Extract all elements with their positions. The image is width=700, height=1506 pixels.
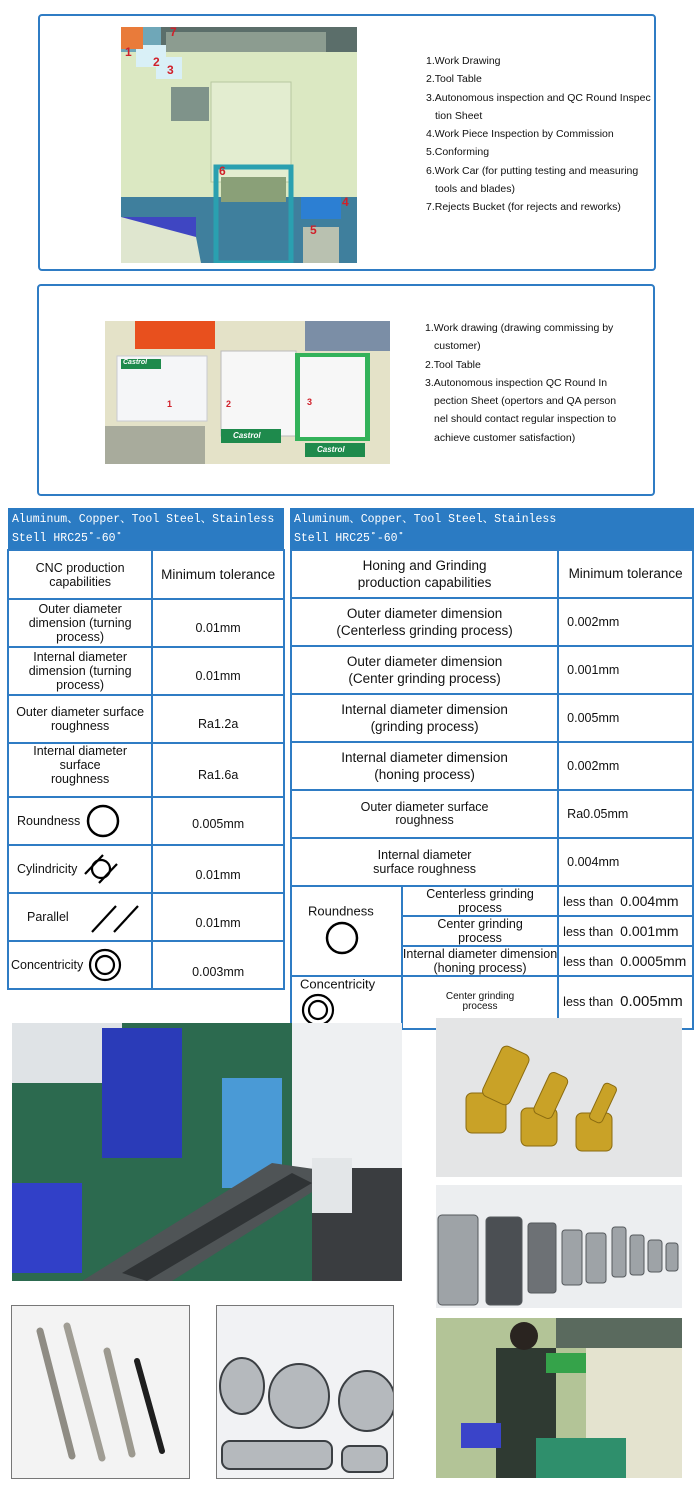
parallel-icon: [86, 900, 146, 934]
tolerance-value: 0.01mm: [152, 647, 284, 695]
tolerance-value: Ra1.6a: [152, 743, 284, 797]
capability-label: Internal diameter dimension: [341, 702, 508, 717]
process-label: process: [462, 1001, 498, 1013]
tolerance-value: 0.005mm: [152, 797, 284, 845]
process-label: (honing process): [433, 961, 527, 975]
tolerance-value: 0.01mm: [152, 845, 284, 893]
tolerance-value: 0.001mm: [620, 922, 679, 939]
marker-4: 4: [342, 195, 349, 209]
legend-item-continuation: pection Sheet (opertors and QA person: [434, 395, 617, 408]
table-row: [8, 599, 284, 647]
column-header-capability: Honing and Grinding production capabilities: [291, 550, 558, 598]
table-row: [291, 742, 693, 790]
table-row: [8, 695, 284, 743]
process-label: Center grinding: [445, 990, 515, 1002]
operator-photo: [436, 1318, 682, 1478]
shafts-illustration: [12, 1306, 190, 1479]
legend-item: 7.Rejects Bucket (for rejects and reworks): [426, 201, 621, 214]
less-than-label: less than: [563, 894, 614, 909]
concentricity-icon: [87, 947, 123, 983]
marker-3: 3: [307, 397, 313, 407]
tolerance-value: Ra0.05mm: [558, 790, 693, 838]
grind-table-header: [290, 508, 694, 550]
concentricity-label: Concentricity: [300, 976, 376, 992]
castrol-label: Castrol: [233, 431, 261, 440]
capability-process: (honing process): [374, 767, 475, 782]
clipboards-illustration: [105, 321, 390, 464]
less-than-label: less than: [563, 995, 614, 1010]
capability-label: Outer diameter surface: [360, 800, 489, 814]
capability-label: Outer diameter dimension: [346, 654, 503, 669]
tolerance-value: 0.004mm: [620, 892, 679, 909]
legend-item: 6.Work Car (for putting testing and measuring: [426, 164, 639, 177]
cnc-capability-table: [7, 549, 285, 990]
workstation-panel: [38, 14, 656, 271]
capability-label: Outer diameter surface roughness: [8, 695, 152, 743]
roundness-label: Roundness: [308, 903, 374, 919]
legend-item: 1.Work drawing (drawing commissing by: [425, 322, 614, 334]
marker-5: 5: [310, 223, 317, 237]
castrol-label: Castrol: [123, 359, 148, 366]
table-row: [291, 646, 693, 694]
capability-label: Roundness: [17, 814, 81, 828]
table-row: [291, 790, 693, 838]
less-than-label: less than: [563, 924, 614, 939]
table-row: [8, 941, 284, 989]
legend-item: 3.Autonomous inspection and QC Round Inspec: [426, 91, 651, 104]
cnc-material-line1: Aluminum、Copper、Tool Steel、Stainless: [12, 513, 275, 526]
capability-label: Internal diameter dimension: [341, 750, 508, 765]
capability-label: Outer diameter dimension (turning process): [8, 599, 152, 647]
brass-parts-photo: [436, 1018, 682, 1177]
table-row: [8, 893, 284, 941]
legend-item: 3.Autonomous inspection QC Round In: [425, 376, 608, 389]
tolerance-value: 0.003mm: [152, 941, 284, 989]
capability-label: Parallel: [27, 910, 69, 924]
tolerance-value: 0.002mm: [558, 598, 693, 646]
column-header-capability: CNC production capabilities: [8, 550, 152, 599]
table-row: [291, 694, 693, 742]
legend-item: 5.Conforming: [426, 146, 490, 159]
table-header-row: [8, 550, 284, 599]
capability-label: Internal diameter dimension (turning process): [8, 647, 152, 695]
capability-process: (Centerless grinding process): [336, 623, 513, 638]
clipboard-photo: [105, 321, 390, 464]
marker-1: 1: [167, 399, 173, 409]
column-header-tolerance: Minimum tolerance: [152, 550, 284, 599]
shafts-photo: [11, 1305, 190, 1479]
cylindricity-icon: [81, 852, 121, 886]
tolerance-value: 0.01mm: [152, 893, 284, 941]
process-label: Center grinding: [437, 917, 523, 931]
marker-1: 1: [125, 45, 132, 59]
capability-process: (grinding process): [370, 719, 479, 734]
legend-item-continuation: tools and blades): [435, 183, 515, 196]
tolerance-value: 0.002mm: [558, 742, 693, 790]
marker-6: 6: [219, 164, 226, 178]
steel-sleeves-illustration: [217, 1306, 394, 1479]
grind-material-line1: Aluminum、Copper、Tool Steel、Stainless: [294, 513, 557, 526]
table-row: [8, 743, 284, 797]
clipboard-panel: [37, 284, 655, 496]
capability-process: (Center grinding process): [348, 671, 501, 686]
less-than-label: less than: [563, 954, 614, 969]
capability-label: Concentricity: [11, 958, 84, 972]
grind-material-line2: Stell HRC25˚-60˚: [294, 532, 405, 545]
roundness-row: [291, 886, 693, 916]
capability-label: Cylindricity: [17, 862, 78, 876]
castrol-label: Castrol: [317, 445, 345, 454]
workstation-legend: [426, 52, 651, 217]
process-label: Centerless grinding: [426, 887, 534, 901]
capability-label: Outer diameter dimension: [346, 606, 503, 621]
table-row: [8, 647, 284, 695]
legend-item-continuation: tion Sheet: [435, 109, 483, 122]
column-header-tolerance: Minimum tolerance: [558, 550, 693, 598]
tolerance-value: 0.001mm: [558, 646, 693, 694]
legend-item-continuation: achieve customer satisfaction): [434, 431, 576, 444]
bar-feeder-photo: [12, 1023, 402, 1281]
roundness-icon: [322, 918, 362, 958]
operator-illustration: [436, 1318, 682, 1478]
roundness-icon: [84, 802, 122, 840]
valve-parts-photo: [436, 1185, 682, 1308]
tolerance-value: Ra1.2a: [152, 695, 284, 743]
brass-parts-illustration: [436, 1018, 682, 1177]
workstation-photo: [121, 27, 357, 263]
tolerance-value: 0.0005mm: [620, 952, 687, 969]
tolerance-value: 0.004mm: [558, 838, 693, 886]
legend-item: 1.Work Drawing: [426, 55, 501, 67]
legend-item: 2.Tool Table: [426, 73, 482, 86]
table-row: [291, 838, 693, 886]
table-row: [291, 598, 693, 646]
legend-item: 2.Tool Table: [425, 358, 481, 371]
marker-7: 7: [170, 27, 177, 39]
legend-item: 4.Work Piece Inspection by Commission: [426, 128, 614, 141]
process-label: process: [458, 931, 502, 945]
table-row: [8, 845, 284, 893]
legend-item-continuation: nel should contact regular inspection to: [434, 413, 617, 426]
legend-item-continuation: customer): [434, 340, 481, 353]
marker-2: 2: [226, 399, 232, 409]
tolerance-value: 0.005mm: [558, 694, 693, 742]
clipboard-legend: [425, 319, 616, 447]
marker-2: 2: [153, 55, 160, 69]
grinding-capability-table: [290, 549, 694, 1030]
steel-sleeves-photo: [216, 1305, 394, 1479]
capability-process: roughness: [395, 813, 454, 827]
cnc-table-header: [8, 508, 284, 550]
capability-label: Internal diameter: [377, 848, 472, 862]
table-row: [8, 797, 284, 845]
bar-feeder-illustration: [12, 1023, 402, 1281]
process-label: process: [458, 901, 502, 915]
cnc-material-line2: Stell HRC25˚-60˚: [12, 532, 123, 545]
capability-label: Internal diameter surface roughness: [8, 743, 152, 797]
marker-3: 3: [167, 63, 174, 77]
valve-parts-illustration: [436, 1185, 682, 1308]
process-label: Internal diameter dimension: [402, 947, 558, 961]
tolerance-value: 0.01mm: [152, 599, 284, 647]
capability-process: surface roughness: [373, 862, 476, 876]
tolerance-value: 0.005mm: [620, 993, 683, 1011]
table-header-row: [291, 550, 693, 598]
